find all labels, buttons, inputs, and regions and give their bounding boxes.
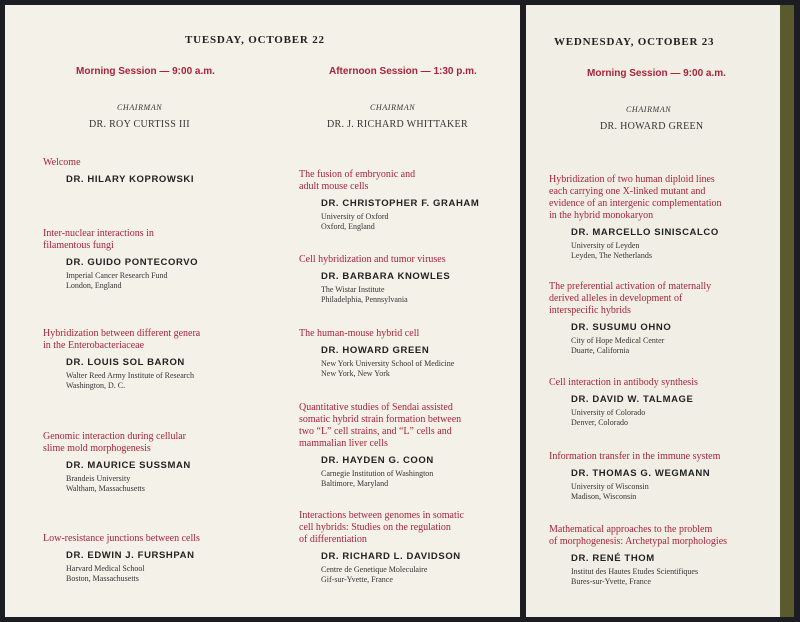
chairman-label-wed-morning: CHAIRMAN [626, 105, 672, 114]
talk-title-wed-am-1: each carrying one X-linked mutant and [549, 186, 706, 197]
talk-title-wed-am-2: interspecific hybrids [549, 305, 631, 316]
affiliation-tue-pm-5: Gif-sur-Yvette, France [321, 575, 393, 584]
talk-title-tue-am-5: Low-resistance junctions between cells [43, 533, 200, 544]
chairman-label-tue-afternoon: CHAIRMAN [370, 103, 416, 112]
affiliation-tue-am-2: Imperial Cancer Research Fund [66, 271, 168, 280]
affiliation-tue-am-2: London, England [66, 281, 122, 290]
chairman-name-tue-morning: DR. ROY CURTISS III [89, 119, 190, 130]
speaker-name-tue-pm-3: DR. HOWARD GREEN [321, 345, 430, 356]
cover-edge [780, 5, 794, 617]
affiliation-tue-pm-2: Philadelphia, Pennsylvania [321, 295, 408, 304]
speaker-name-tue-pm-1: DR. CHRISTOPHER F. GRAHAM [321, 198, 480, 209]
affiliation-tue-am-3: Walter Reed Army Institute of Research [66, 371, 194, 380]
affiliation-wed-am-5: Bures-sur-Yvette, France [571, 577, 651, 586]
talk-title-tue-pm-2: Cell hybridization and tumor viruses [299, 254, 446, 265]
talk-title-wed-am-1: Hybridization of two human diploid lines [549, 174, 715, 185]
speaker-name-wed-am-3: DR. DAVID W. TALMAGE [571, 394, 694, 405]
speaker-name-wed-am-5: DR. RENÉ THOM [571, 553, 655, 564]
speaker-name-tue-am-3: DR. LOUIS SOL BARON [66, 357, 185, 368]
affiliation-tue-pm-2: The Wistar Institute [321, 285, 385, 294]
speaker-name-wed-am-4: DR. THOMAS G. WEGMANN [571, 468, 711, 479]
talk-title-tue-pm-5: of differentiation [299, 534, 367, 545]
affiliation-wed-am-5: Institut des Hautes Etudes Scientifiques [571, 567, 699, 576]
talk-title-wed-am-1: in the hybrid monokaryon [549, 210, 654, 221]
talk-title-tue-am-4: slime mold morphogenesis [43, 443, 151, 454]
talk-title-tue-am-3: Hybridization between different genera [43, 328, 201, 339]
day-heading-tuesday: TUESDAY, OCTOBER 22 [185, 34, 325, 46]
session-title-tue-afternoon: Afternoon Session — 1:30 p.m. [329, 66, 477, 77]
session-title-tue-morning: Morning Session — 9:00 a.m. [76, 66, 215, 77]
talk-title-tue-pm-1: adult mouse cells [299, 181, 369, 192]
talk-title-tue-am-4: Genomic interaction during cellular [43, 431, 187, 442]
talk-title-tue-pm-4: mammalian liver cells [299, 438, 388, 449]
session-title-wed-morning: Morning Session — 9:00 a.m. [587, 68, 726, 79]
day-heading-wednesday: WEDNESDAY, OCTOBER 23 [554, 36, 715, 48]
talk-title-wed-am-3: Cell interaction in antibody synthesis [549, 377, 698, 388]
affiliation-wed-am-3: Denver, Colorado [571, 418, 628, 427]
talk-title-wed-am-2: The preferential activation of maternally [549, 281, 712, 292]
talk-title-tue-am-1: Welcome [43, 157, 81, 168]
speaker-name-tue-pm-5: DR. RICHARD L. DAVIDSON [321, 551, 461, 562]
talk-title-tue-am-2: Inter-nuclear interactions in [43, 228, 154, 239]
affiliation-tue-am-5: Harvard Medical School [66, 564, 145, 573]
affiliation-tue-pm-5: Centre de Genetique Moleculaire [321, 565, 428, 574]
affiliation-wed-am-1: Leyden, The Netherlands [571, 251, 652, 260]
speaker-name-wed-am-2: DR. SUSUMU OHNO [571, 322, 672, 333]
talk-title-tue-am-3: in the Enterobacteriaceae [43, 340, 145, 351]
affiliation-wed-am-2: City of Hope Medical Center [571, 336, 665, 345]
talk-title-tue-am-2: filamentous fungi [43, 240, 114, 251]
talk-title-wed-am-5: of morphogenesis: Archetypal morphologies [549, 536, 728, 547]
speaker-name-tue-am-4: DR. MAURICE SUSSMAN [66, 460, 191, 471]
affiliation-tue-am-4: Brandeis University [66, 474, 131, 483]
talk-title-tue-pm-5: Interactions between genomes in somatic [299, 510, 464, 521]
talk-title-tue-pm-4: two “L” cell strains, and “L” cells and [299, 426, 452, 437]
speaker-name-wed-am-1: DR. MARCELLO SINISCALCO [571, 227, 719, 238]
affiliation-tue-pm-1: University of Oxford [321, 212, 389, 221]
affiliation-tue-pm-1: Oxford, England [321, 222, 375, 231]
talk-title-wed-am-5: Mathematical approaches to the problem [549, 524, 713, 535]
talk-title-tue-pm-4: somatic hybrid strain formation between [299, 414, 462, 425]
affiliation-wed-am-4: Madison, Wisconsin [571, 492, 637, 501]
affiliation-tue-pm-3: New York University School of Medicine [321, 359, 455, 368]
talk-title-tue-pm-4: Quantitative studies of Sendai assisted [299, 402, 453, 413]
affiliation-wed-am-2: Duarte, California [571, 346, 630, 355]
affiliation-tue-pm-4: Carnegie Institution of Washington [321, 469, 434, 478]
speaker-name-tue-am-2: DR. GUIDO PONTECORVO [66, 257, 199, 268]
talk-title-wed-am-4: Information transfer in the immune system [549, 451, 721, 462]
affiliation-wed-am-3: University of Colorado [571, 408, 646, 417]
chairman-label-tue-morning: CHAIRMAN [117, 103, 163, 112]
speaker-name-tue-am-1: DR. HILARY KOPROWSKI [66, 174, 195, 185]
speaker-name-tue-pm-2: DR. BARBARA KNOWLES [321, 271, 451, 282]
affiliation-wed-am-4: University of Wisconsin [571, 482, 649, 491]
talk-title-wed-am-1: evidence of an intergenic complementation [549, 198, 722, 209]
speaker-name-tue-am-5: DR. EDWIN J. FURSHPAN [66, 550, 195, 561]
affiliation-tue-pm-3: New York, New York [321, 369, 390, 378]
affiliation-tue-am-4: Waltham, Massachusetts [66, 484, 145, 493]
affiliation-wed-am-1: University of Leyden [571, 241, 640, 250]
chairman-name-wed-morning: DR. HOWARD GREEN [600, 121, 704, 132]
chairman-name-tue-afternoon: DR. J. RICHARD WHITTAKER [327, 119, 468, 130]
affiliation-tue-am-3: Washington, D. C. [66, 381, 126, 390]
talk-title-tue-pm-5: cell hybrids: Studies on the regulation [299, 522, 451, 533]
affiliation-tue-pm-4: Baltimore, Maryland [321, 479, 389, 488]
talk-title-tue-pm-1: The fusion of embryonic and [299, 169, 416, 180]
affiliation-tue-am-5: Boston, Massachusetts [66, 574, 139, 583]
speaker-name-tue-pm-4: DR. HAYDEN G. COON [321, 455, 434, 466]
talk-title-tue-pm-3: The human-mouse hybrid cell [299, 328, 420, 339]
talk-title-wed-am-2: derived alleles in development of [549, 293, 683, 304]
